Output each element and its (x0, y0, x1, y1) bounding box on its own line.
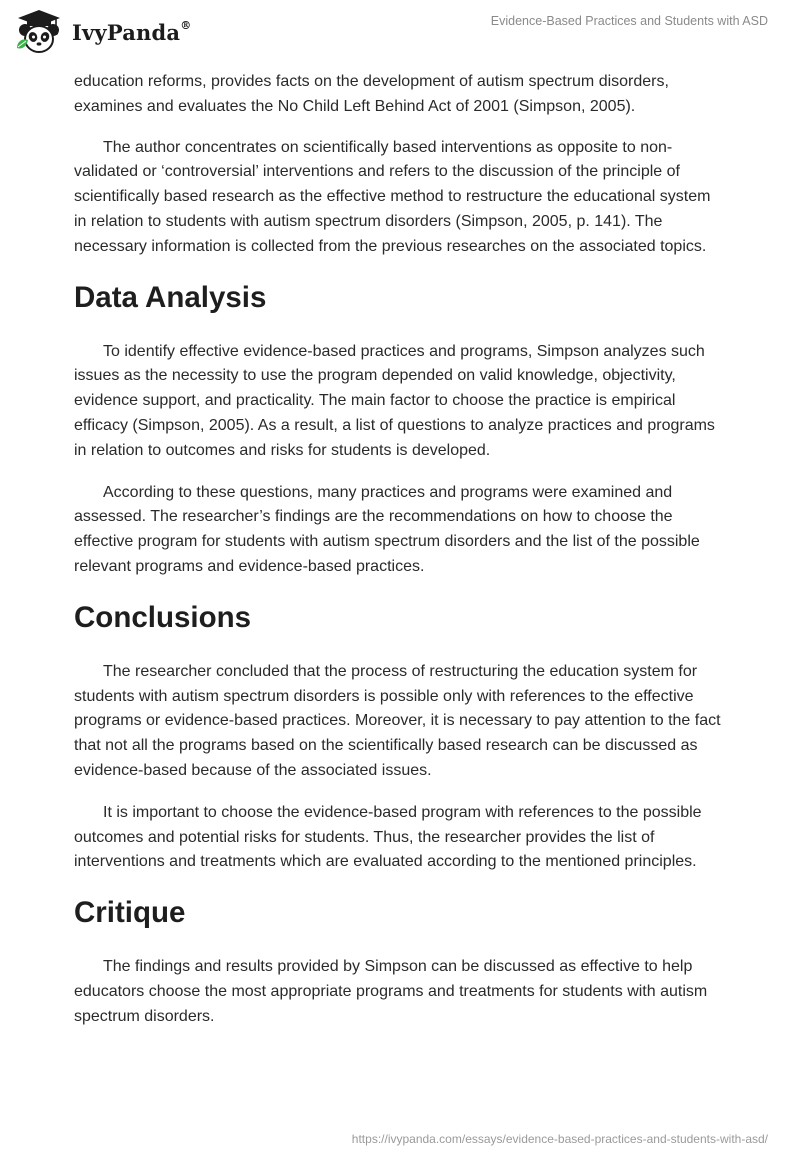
paragraph-intro-continued: education reforms, provides facts on the development of autism spectrum disorders, examines and evaluates the No Child Left Behind Act of 2001 (Simpson, 2005). (74, 73, 669, 115)
heading-data-analysis: Data Analysis (74, 280, 267, 314)
registered-mark: ® (180, 18, 192, 32)
ivypanda-logo[interactable] (14, 8, 191, 56)
source-url[interactable]: https://ivypanda.com/essays/evidence-based-practices-and-students-with-asd/ (351, 1132, 768, 1146)
heading-conclusions: Conclusions (74, 600, 252, 634)
paragraph-author: The author concentrates on scientifically based interventions as opposite to non-validated or ‘controversial’ interventions and refers to the discussion of the principle of scientifically based research as the effective method to restructure the educational system in relation to students with autism spectrum disorders (Simpson, 2005, p. 141). The necessary information is collected from the previous researches on the associated topics. (74, 138, 711, 255)
document-title: Evidence-Based Practices and Students with ASD (490, 14, 768, 28)
paragraph-data-analysis-2: According to these questions, many practices and programs were examined and assessed. The researcher’s findings are the recommendations on how to choose the effective program for students with autism spectrum disorders and the list of the possible relevant programs and evidence-based practices. (74, 483, 700, 575)
paragraph-conclusions-1: The researcher concluded that the process of restructuring the education system for students with autism spectrum disorders is possible only with references to the effective programs or evidence-based practices. Moreover, it is necessary to pay attention to the fact that not all the programs based on the scientifically based research can be discussed as evidence-based because of the associated issues. (74, 662, 721, 779)
brand-name: IvyPanda® (72, 18, 192, 45)
essay-body (74, 70, 724, 1047)
panda-graduate-icon (14, 8, 64, 56)
page-header (0, 0, 800, 64)
heading-critique: Critique (74, 896, 186, 930)
paragraph-critique-1: The findings and results provided by Simpson can be discussed as effective to help educators choose the most appropriate programs and treatments for students with autism spectrum disorders. (74, 958, 708, 1025)
paragraph-conclusions-2: It is important to choose the evidence-based program with references to the possible outcomes and potential risks for students. Thus, the researcher provides the list of interventions and treatments which are evaluated according to the mentioned principles. (74, 803, 702, 871)
paragraph-data-analysis-1: To identify effective evidence-based practices and programs, Simpson analyzes such issues as the necessity to use the program depended on valid knowledge, objectivity, evidence support, and practicality. The main factor to choose the practice is empirical efficacy (Simpson, 2005). As a result, a list of questions to analyze practices and programs in relation to outcomes and risks for students is developed. (74, 342, 715, 459)
